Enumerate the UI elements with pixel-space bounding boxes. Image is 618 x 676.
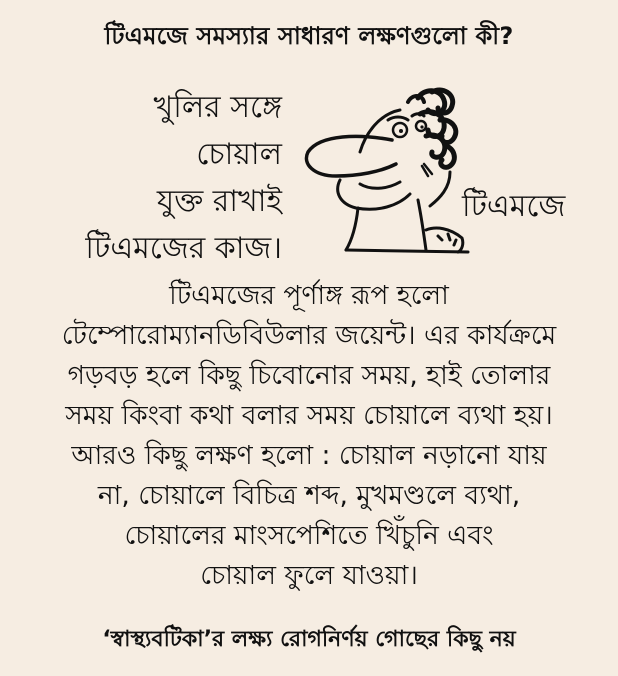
body-line: গড়বড় হলে কিছু চিবোনোর সময়, হাই তোলার bbox=[67, 360, 551, 391]
body-paragraph bbox=[8, 276, 610, 596]
body-line: আরও কিছু লক্ষণ হলো : চোয়াল নড়ানো যায় bbox=[71, 440, 547, 471]
body-line: টিএমজের পূর্ণাঙ্গ রূপ হলো bbox=[169, 280, 449, 311]
rhyme-line: যুক্ত রাখাই bbox=[156, 184, 282, 219]
body-line: টেম্পোরোম্যানডিবিউলার জয়েন্ট। এর কার্যক্রমে bbox=[61, 320, 557, 351]
body-line: সময় কিংবা কথা বলার সময় চোয়ালে ব্যথা হয়। bbox=[65, 400, 553, 431]
rhyme-line: টিএমজের কাজ। bbox=[85, 231, 282, 266]
page-title: টিএমজে সমস্যার সাধারণ লক্ষণগুলো কী? bbox=[104, 22, 514, 50]
body-line: না, চোয়ালে বিচিত্র শব্দ, মুখমণ্ডলে ব্যথা, bbox=[97, 480, 521, 511]
rhyme-block bbox=[0, 84, 282, 272]
body-line: চোয়াল ফুলে যাওয়া। bbox=[200, 560, 418, 591]
cartoon-label: টিএমজে bbox=[462, 189, 566, 224]
rhyme-line: চোয়াল bbox=[196, 137, 282, 172]
rhyme-line: খুলির সঙ্গে bbox=[153, 90, 282, 125]
footer-note: ‘স্বাস্থ্যবটিকা’র লক্ষ্য রোগনির্ণয় গোছের কিছু নয় bbox=[102, 627, 516, 652]
cartoon-face-icon bbox=[300, 80, 470, 258]
body-line: চোয়ালের মাংসপেশিতে খিঁচুনি এবং bbox=[124, 520, 494, 551]
